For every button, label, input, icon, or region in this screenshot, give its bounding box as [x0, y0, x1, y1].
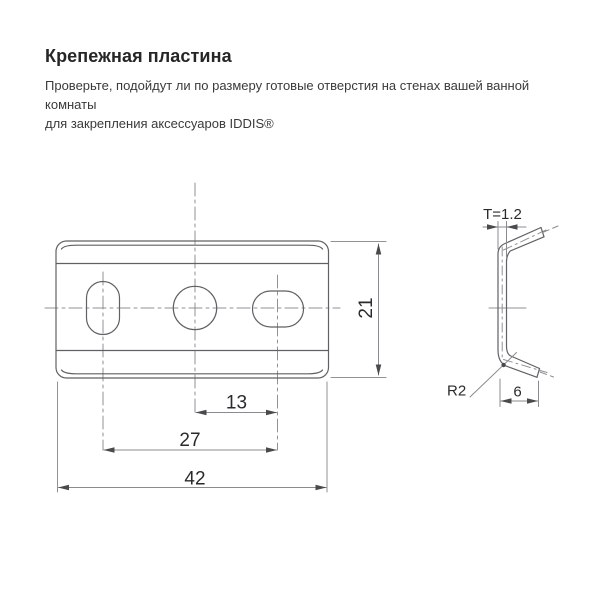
dim-label-13: 13 [225, 392, 248, 414]
dimension-thickness [483, 222, 526, 258]
dim-label-42: 42 [184, 468, 206, 490]
dim-label-radius: R2 [447, 382, 467, 400]
plate-top-bend-edge [62, 245, 323, 249]
plate-outline [56, 241, 329, 378]
description-line-1: Проверьте, подойдут ли по размеру готовые отверстия на стенах вашей ванной комнаты [45, 78, 530, 112]
dimension-labels [179, 206, 521, 490]
front-view-centerlines [45, 183, 340, 450]
profile [498, 228, 544, 378]
dim-label-thickness: T=1.2 [483, 206, 522, 223]
side-view-centerlines [502, 230, 547, 373]
side-view [470, 222, 558, 407]
profile-inner-surface [507, 237, 545, 369]
front-view-extension-lines [58, 242, 387, 493]
description-line-2: для закрепления аксессуаров IDDIS® [45, 116, 274, 131]
dim-label-27: 27 [179, 430, 201, 451]
bottom-flange-centerline [504, 360, 548, 373]
dim-label-21: 21 [356, 297, 377, 319]
bottom-flange-end-cut [537, 369, 540, 378]
top-break-line [543, 226, 559, 233]
plate [56, 241, 329, 378]
radius-leader-dot [501, 363, 505, 367]
front-view [45, 183, 386, 492]
dim-label-6: 6 [513, 383, 522, 401]
radius-callout [470, 353, 517, 398]
break-lines [540, 226, 558, 377]
radius-leader-line [470, 353, 517, 398]
page-title: Крепежная пластина [45, 46, 232, 66]
top-flange-centerline [504, 230, 547, 250]
plate-bottom-bend-edge [62, 370, 323, 374]
